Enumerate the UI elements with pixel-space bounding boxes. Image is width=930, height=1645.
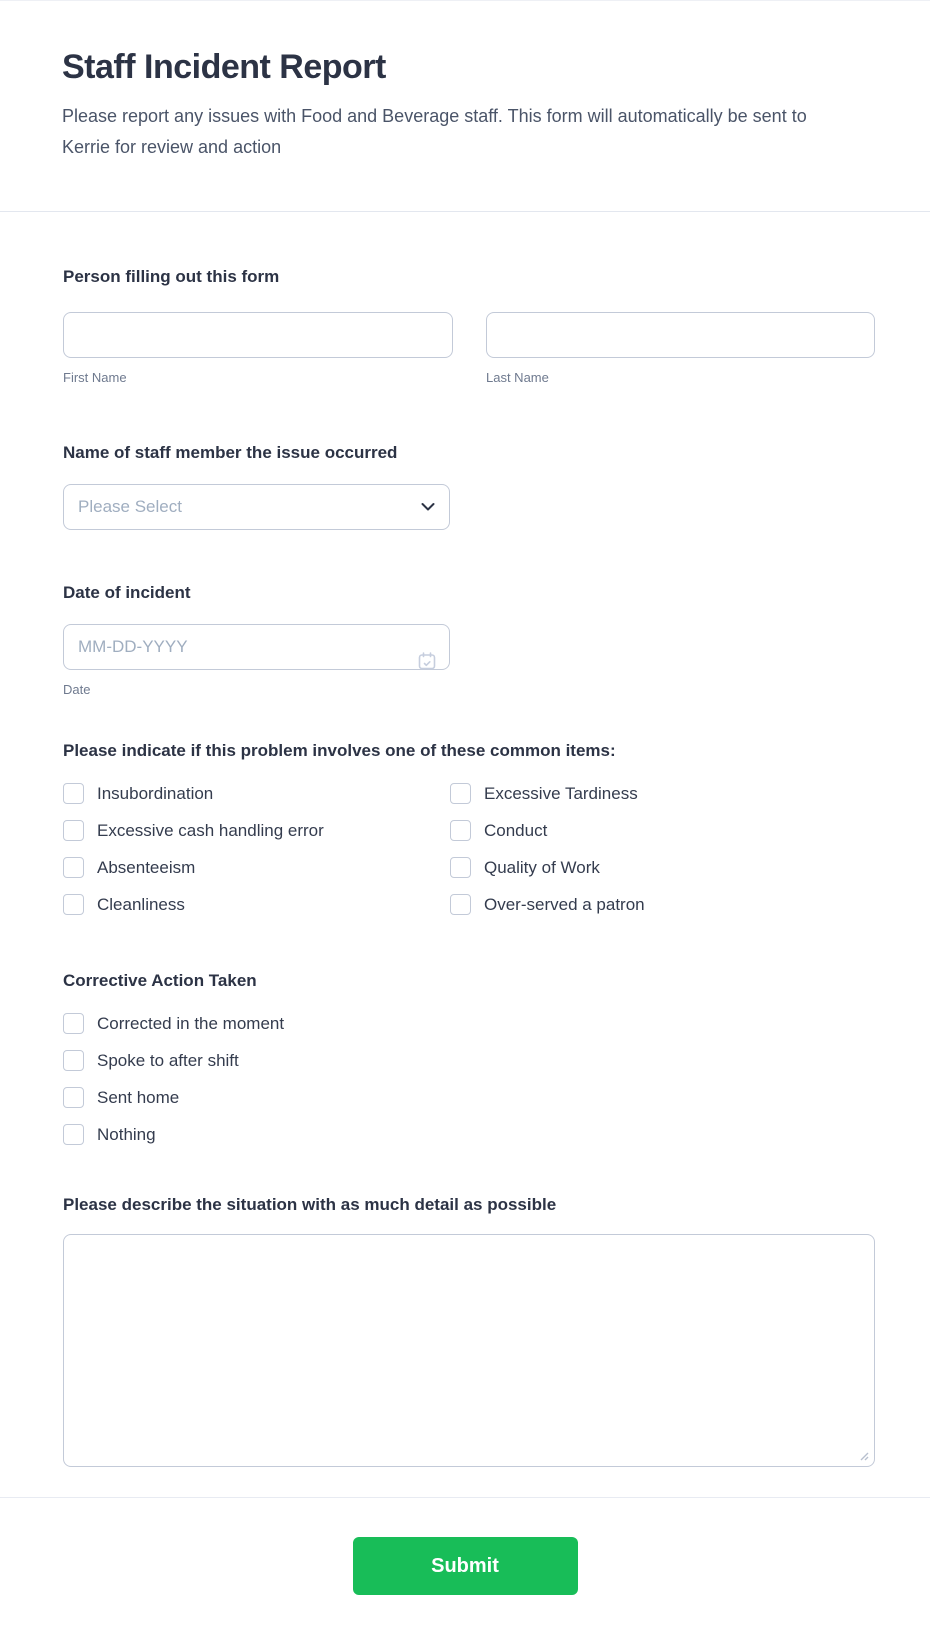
question-label: Please describe the situation with as much detail as possible — [63, 1195, 557, 1214]
last-name-sublabel: Last Name — [486, 370, 549, 385]
checkbox-option-nothing[interactable] — [63, 1123, 875, 1146]
question-label: Person filling out this form — [63, 267, 280, 286]
checkbox-label: Spoke to after shift — [97, 1050, 239, 1070]
checkbox[interactable] — [450, 894, 471, 915]
checkbox[interactable] — [63, 857, 84, 878]
checkbox[interactable] — [63, 894, 84, 915]
checkbox-label: Conduct — [484, 820, 548, 840]
checkbox-option-quality-of-work[interactable] — [450, 856, 875, 879]
checkbox[interactable] — [450, 820, 471, 841]
form-footer — [0, 1497, 930, 1645]
checkbox[interactable] — [63, 1124, 84, 1145]
last-name-group — [486, 312, 875, 386]
checkbox[interactable] — [63, 783, 84, 804]
form-body — [0, 266, 930, 1467]
question-describe-situation — [63, 1194, 875, 1467]
question-label: Corrective Action Taken — [63, 971, 257, 990]
first-name-sublabel: First Name — [63, 370, 127, 385]
checkbox-label: Corrected in the moment — [97, 1013, 285, 1033]
page-title: Staff Incident Report — [62, 48, 386, 86]
checkbox-label: Over-served a patron — [484, 894, 645, 914]
checkbox-option-insubordination[interactable] — [63, 782, 450, 805]
chevron-down-icon — [421, 503, 435, 512]
first-name-group — [63, 312, 453, 386]
name-fields-row — [63, 312, 875, 386]
date-field-group — [63, 624, 450, 698]
question-label: Date of incident — [63, 583, 191, 602]
describe-textarea[interactable] — [63, 1234, 875, 1467]
checkbox[interactable] — [63, 1050, 84, 1071]
form-header — [0, 1, 930, 212]
question-label: Please indicate if this problem involves one of these common items: — [63, 741, 616, 760]
checkbox-option-absenteeism[interactable] — [63, 856, 450, 879]
checkbox-label: Sent home — [97, 1087, 180, 1107]
checkbox-label: Absenteeism — [97, 857, 196, 877]
checkbox-label: Excessive Tardiness — [484, 783, 638, 803]
checkbox-label: Quality of Work — [484, 857, 600, 877]
checkbox-option-spoke-after-shift[interactable] — [63, 1049, 875, 1072]
staff-member-select[interactable] — [63, 484, 450, 530]
question-incident-date — [63, 582, 875, 698]
last-name-field[interactable] — [486, 312, 875, 358]
checkbox-option-corrected-in-moment[interactable] — [63, 1012, 875, 1035]
common-items-grid — [63, 782, 875, 916]
checkbox-option-cash-handling-error[interactable] — [63, 819, 450, 842]
checkbox-label: Insubordination — [97, 783, 214, 803]
date-input[interactable] — [63, 624, 450, 670]
checkbox-option-excessive-tardiness[interactable] — [450, 782, 875, 805]
checkbox-option-sent-home[interactable] — [63, 1086, 875, 1109]
checkbox[interactable] — [63, 1013, 84, 1034]
checkbox[interactable] — [63, 820, 84, 841]
checkbox-label: Nothing — [97, 1124, 156, 1144]
question-person-name — [63, 266, 875, 386]
question-staff-member — [63, 442, 875, 530]
checkbox-option-conduct[interactable] — [450, 819, 875, 842]
question-label: Name of staff member the issue occurred — [63, 443, 398, 462]
checkbox-label: Excessive cash handling error — [97, 820, 324, 840]
date-sublabel: Date — [63, 682, 91, 697]
checkbox[interactable] — [450, 857, 471, 878]
select-placeholder: Please Select — [78, 497, 182, 516]
describe-textarea-group — [63, 1234, 875, 1467]
question-corrective-action — [63, 970, 875, 1146]
checkbox-label: Cleanliness — [97, 894, 185, 914]
checkbox[interactable] — [63, 1087, 84, 1108]
question-common-items — [63, 740, 875, 916]
corrective-action-list — [63, 1012, 875, 1146]
form-subtitle: Please report any issues with Food and Beverage staff. This form will automatically be sent to Kerrie for review and action — [62, 106, 807, 157]
submit-button[interactable]: Submit — [353, 1537, 578, 1595]
checkbox-option-over-served-patron[interactable] — [450, 893, 875, 916]
checkbox[interactable] — [450, 783, 471, 804]
checkbox-option-cleanliness[interactable] — [63, 893, 450, 916]
first-name-field[interactable] — [63, 312, 453, 358]
